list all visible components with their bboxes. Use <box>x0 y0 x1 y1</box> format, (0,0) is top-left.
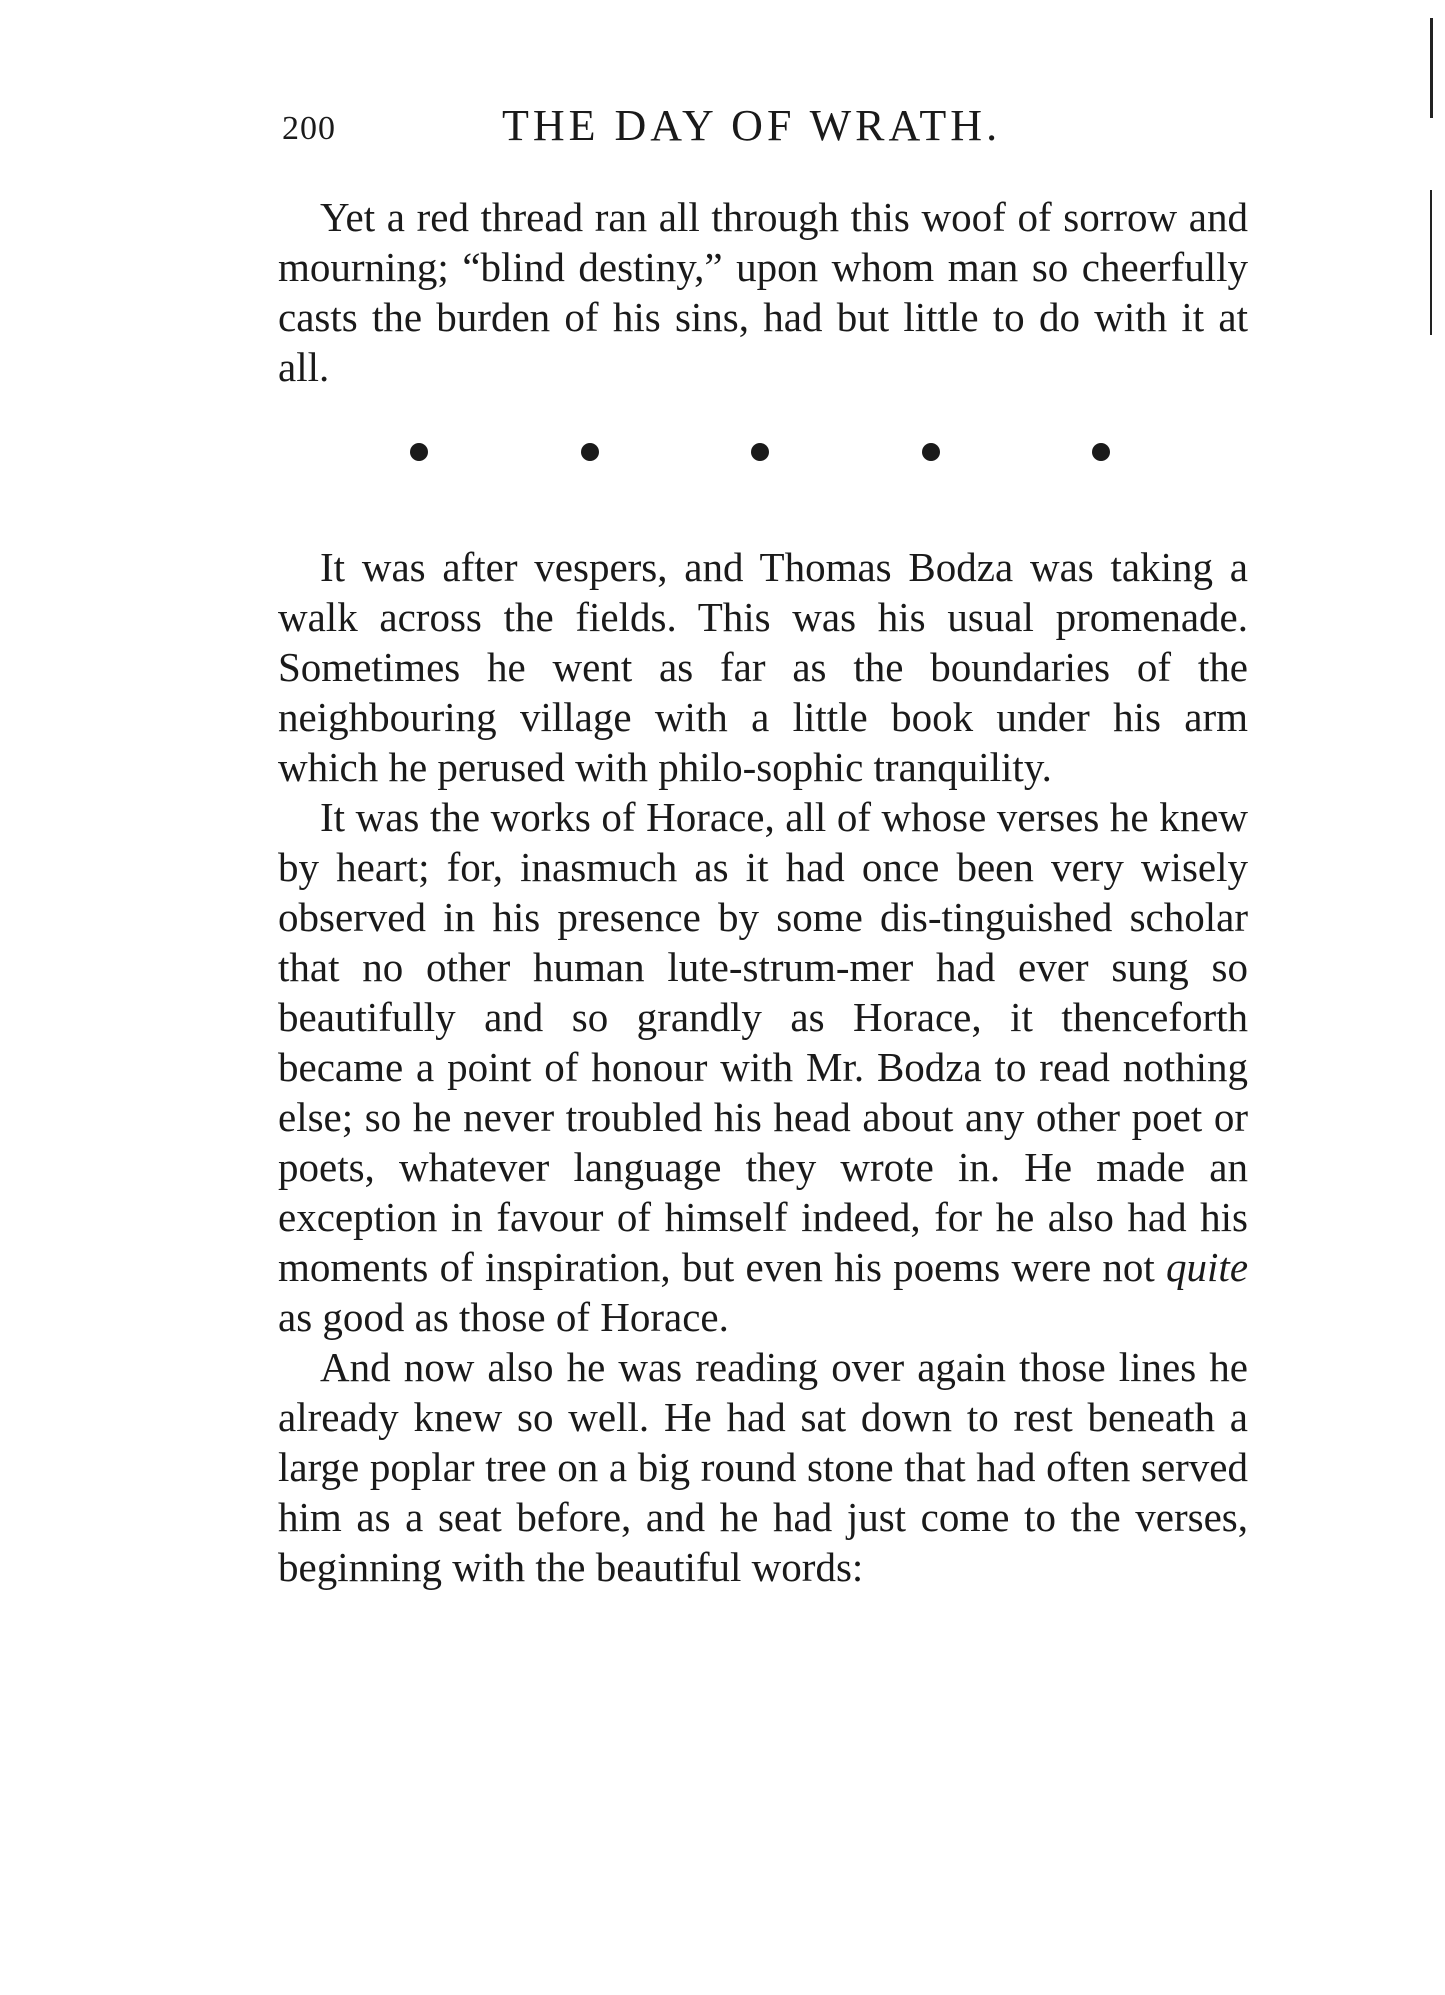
scan-edge-mark <box>1430 18 1433 118</box>
ornament-dot <box>1092 443 1110 461</box>
ornament-dot <box>922 443 940 461</box>
paragraph: It was after vespers, and Thomas Bodza was taking a walk across the fields. This was his usual promenade. Sometimes he went as far as the boundaries of the neighbouring village with a little book under his arm which he perused with philo-sophic tranquility. <box>278 544 1248 790</box>
paragraph-text: as good as those of Horace. <box>278 1294 729 1340</box>
emphasis-word: quite <box>1166 1244 1249 1290</box>
page-header <box>282 100 1262 160</box>
ornament-dot <box>581 443 599 461</box>
paragraph: Yet a red thread ran all through this woof of sorrow and mourning; “blind destiny,” upon whom man so cheerfully casts the burden of his sins, had but little to do with it at all. <box>278 194 1248 390</box>
scan-edge-mark <box>1430 190 1432 335</box>
ornament-dot <box>751 443 769 461</box>
section-break-ornament <box>410 443 1110 473</box>
paragraph <box>278 792 1248 1342</box>
page-number: 200 <box>282 110 336 147</box>
text-block-top <box>278 192 1248 392</box>
paragraph: And now also he was reading over again those lines he already knew so well. He had sat down to rest beneath a large poplar tree on a big round stone that had often served him as a seat before, and he had just come to the verses, beginning with the beautiful words: <box>278 1344 1248 1590</box>
paragraph-text: It was the works of Horace, all of whose verses he knew by heart; for, inasmuch as it had once been very wisely observed in his presence by some dis-tinguished scholar that no other human lute-strum-mer had ever sung so beautifully and so grandly as Horace, it thenceforth became a point of honour with Mr. Bodza to read nothing else; so he never troubled his head about any other poet or poets, whatever language they wrote in. He made an exception in favour of himself indeed, for he also had his moments of inspiration, but even his poems <box>278 794 1248 1290</box>
ornament-dot <box>410 443 428 461</box>
running-title: THE DAY OF WRATH. <box>502 101 1002 150</box>
text-block-main <box>278 542 1248 1592</box>
paragraph-text: were not <box>1011 1244 1167 1290</box>
